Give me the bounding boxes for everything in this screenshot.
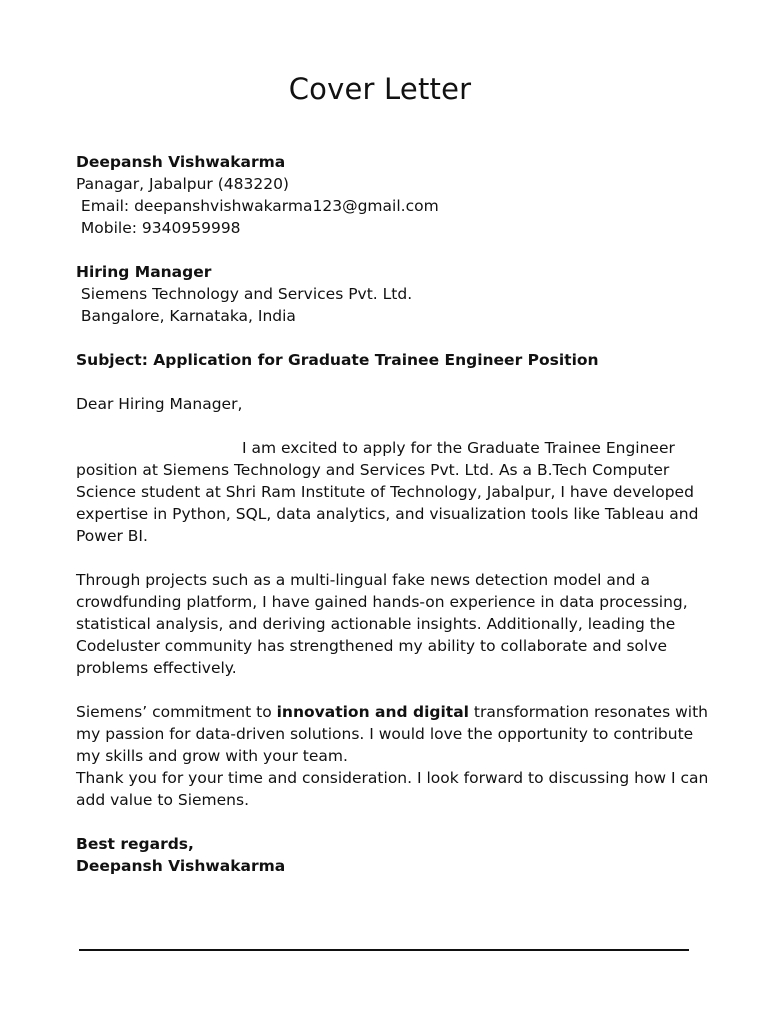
page-title: Cover Letter bbox=[288, 72, 472, 106]
recipient-location: Bangalore, Karnataka, India bbox=[76, 307, 296, 325]
spacer bbox=[76, 811, 716, 833]
subject-line: Subject: Application for Graduate Trainee Engineer Position bbox=[76, 351, 599, 369]
letter-body bbox=[76, 151, 716, 877]
spacer bbox=[76, 415, 716, 437]
sender-name: Deepansh Vishwakarma bbox=[76, 153, 286, 171]
spacer bbox=[76, 239, 716, 261]
sender-address: Panagar, Jabalpur (483220) bbox=[76, 175, 289, 193]
spacer bbox=[76, 679, 716, 701]
sender-email: Email: deepanshvishwakarma123@gmail.com bbox=[76, 197, 439, 215]
paragraph1-first-line: I am excited to apply for the Graduate Trainee Engineer bbox=[242, 439, 675, 457]
spacer bbox=[76, 371, 716, 393]
paragraph2: Through projects such as a multi-lingual fake news detection model and a crowdfunding platform, I have gained hands-on experience in data processing, statistical analysis, and deriving actionable insights. Additionally, leading the Codeluster community has strengthened my ability to collaborate and solve problems effectively. bbox=[76, 571, 688, 677]
sender-mobile: Mobile: 9340959998 bbox=[76, 219, 241, 237]
paragraph3-emphasis: innovation and digital bbox=[276, 703, 469, 721]
paragraph1-rest: position at Siemens Technology and Services Pvt. Ltd. As a B.Tech Computer Science student at Shri Ram Institute of Technology, Jabalpur, I have developed expertise in Python, SQL, data analytics, and visualization tools like Tableau and Power BI. bbox=[76, 461, 699, 545]
closing: Best regards, bbox=[76, 835, 194, 853]
paragraph4: Thank you for your time and consideration. I look forward to discussing how I can add value to Siemens. bbox=[76, 769, 709, 809]
spacer bbox=[76, 327, 716, 349]
paragraph3-tail: transformation resonates with my passion for data-driven solutions. I would love the opportunity to contribute my skills and grow with your team. bbox=[76, 703, 708, 765]
footer-rule bbox=[79, 949, 689, 951]
recipient-company: Siemens Technology and Services Pvt. Ltd. bbox=[76, 285, 413, 303]
salutation: Dear Hiring Manager, bbox=[76, 395, 243, 413]
paragraph3-lead: Siemens’ commitment to bbox=[76, 703, 277, 721]
spacer bbox=[76, 547, 716, 569]
paragraph3 bbox=[76, 701, 716, 767]
recipient-title: Hiring Manager bbox=[76, 263, 212, 281]
signature-name: Deepansh Vishwakarma bbox=[76, 857, 286, 875]
